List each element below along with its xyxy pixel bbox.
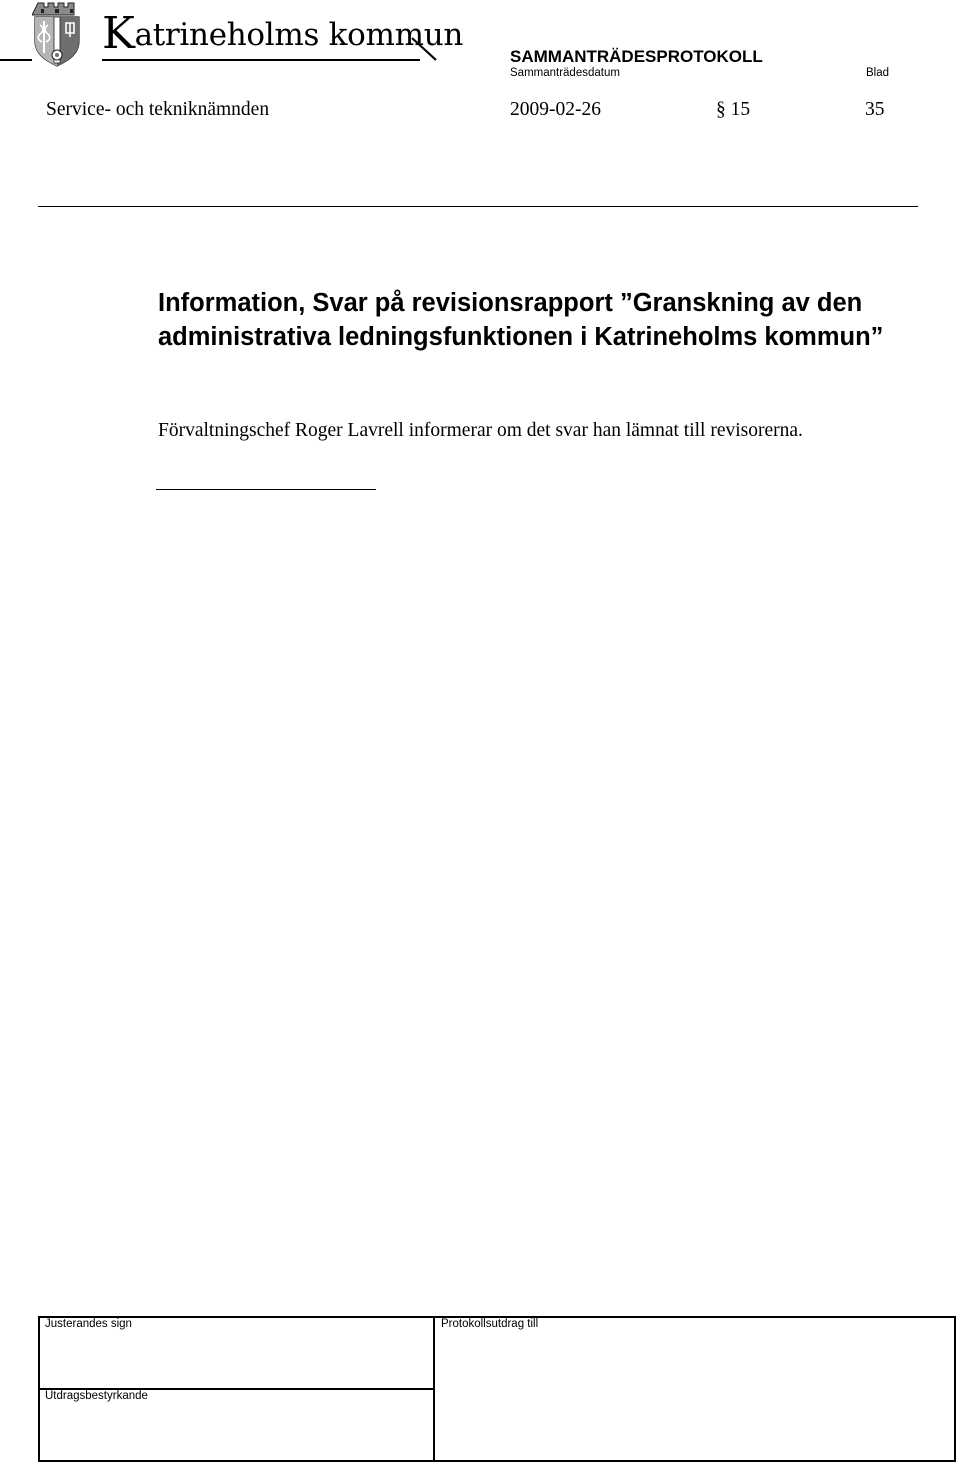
section-number: § 15	[716, 99, 751, 120]
extract-recipients-label: Protokollsutdrag till	[441, 1318, 539, 1330]
agenda-item-title: Information, Svar på revisionsrapport ”Granskning av den administrativa ledningsfunktionen i Katrineholms kommun”	[158, 289, 884, 351]
extract-certification-label: Utdragsbestyrkande	[45, 1390, 148, 1402]
agenda-item-text: Förvaltningschef Roger Lavrell informerar om det svar han lämnat till revisorerna.	[158, 420, 803, 441]
page-number: 35	[865, 99, 885, 120]
brand-name	[102, 8, 464, 59]
meeting-date: 2009-02-26	[510, 99, 601, 120]
committee-name: Service- och tekniknämnden	[46, 99, 270, 120]
header-divider	[38, 206, 918, 207]
section-end-rule	[156, 489, 376, 490]
protocol-title: SAMMANTRÄDESPROTOKOLL	[510, 47, 763, 66]
logo-rule-left	[0, 59, 32, 61]
municipal-coat-of-arms-icon	[32, 1, 82, 67]
adjuster-signature-label: Justerandes sign	[45, 1318, 132, 1330]
page-caption: Blad	[866, 67, 890, 79]
date-caption: Sammanträdesdatum	[510, 67, 620, 79]
brand-initial: K	[102, 8, 135, 59]
brand-rest: atrineholms kommun	[134, 17, 464, 53]
brand-underline	[102, 59, 420, 61]
